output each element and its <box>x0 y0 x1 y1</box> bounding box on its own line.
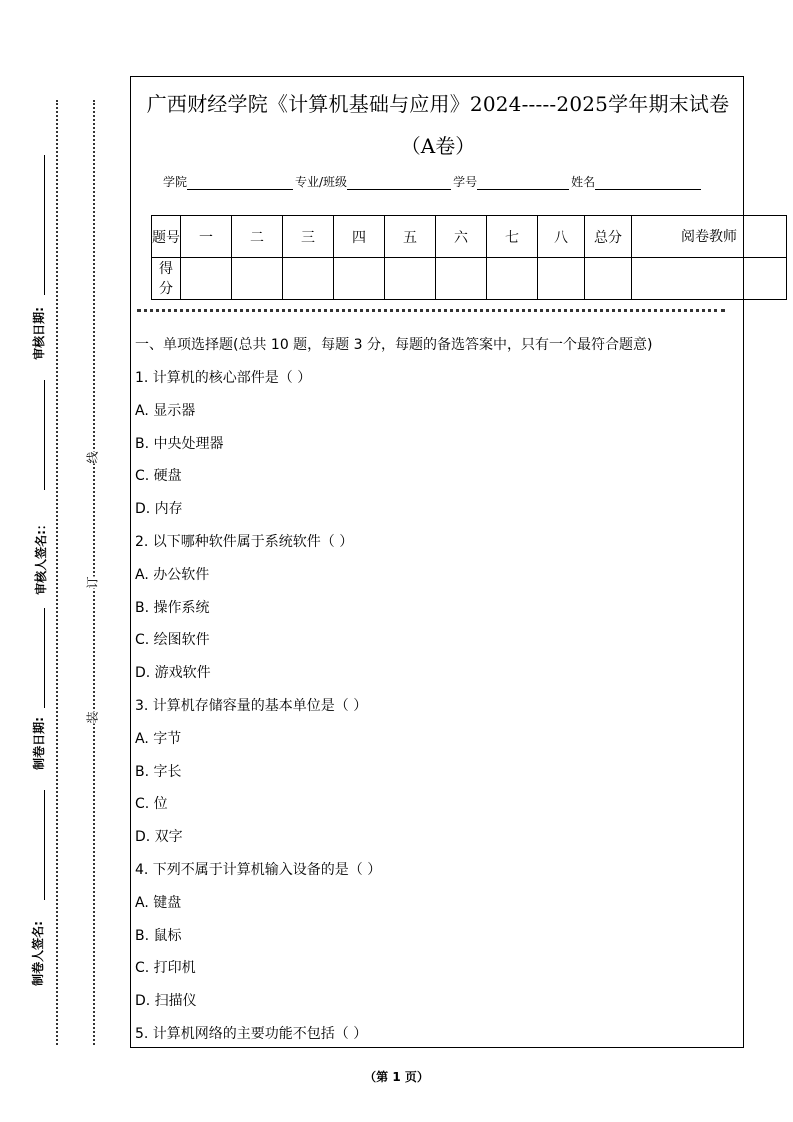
option-line: C. 硬盘 <box>135 468 182 484</box>
exam-subtitle: （A卷） <box>400 134 476 158</box>
option-line: D. 内存 <box>135 501 183 517</box>
question-line: 2. 以下哪种软件属于系统软件（ ） <box>135 534 354 550</box>
score-cell[interactable] <box>334 258 385 300</box>
option-line: A. 字节 <box>135 731 182 747</box>
score-col-6: 六 <box>436 216 487 258</box>
major-blank[interactable] <box>347 177 451 190</box>
question-line: 1. 计算机的核心部件是（ ） <box>135 370 312 386</box>
score-col-1: 一 <box>181 216 232 258</box>
make-date-blank <box>44 608 45 708</box>
score-cell[interactable] <box>487 258 538 300</box>
score-cell[interactable] <box>436 258 487 300</box>
score-col-total: 总分 <box>585 216 632 258</box>
section-heading: 一、单项选择题(总共 10 题，每题 3 分，每题的备选答案中，只有一个最符合题意) <box>135 337 653 353</box>
student-id-blank[interactable] <box>477 177 569 190</box>
score-col-grader: 阅卷教师 <box>632 216 787 258</box>
option-line: B. 字长 <box>135 764 182 780</box>
option-line: A. 键盘 <box>135 895 182 911</box>
name-label: 姓名 <box>571 175 596 189</box>
option-line: B. 中央处理器 <box>135 436 224 452</box>
option-line: D. 游戏软件 <box>135 665 211 681</box>
option-line: C. 位 <box>135 796 168 812</box>
make-date-label: 制卷日期: <box>31 717 46 770</box>
question-line: 5. 计算机网络的主要功能不包括（ ） <box>135 1026 368 1042</box>
reviewer-sign-label: 审核人签名:： <box>33 518 48 595</box>
score-cell[interactable] <box>385 258 436 300</box>
score-table <box>151 215 787 300</box>
binding-dotted-line-inner <box>93 100 95 1045</box>
score-table-row-label: 得分 <box>152 258 181 300</box>
option-line: D. 扫描仪 <box>135 993 197 1009</box>
option-line: B. 操作系统 <box>135 600 210 616</box>
score-col-2: 二 <box>232 216 283 258</box>
name-blank[interactable] <box>595 177 701 190</box>
college-label: 学院 <box>163 175 188 189</box>
binding-mark-line: 线 <box>82 451 103 463</box>
review-date-label: 审核日期: <box>31 307 46 360</box>
score-cell[interactable] <box>538 258 585 300</box>
review-date-blank <box>44 155 45 295</box>
student-info-row <box>163 173 703 190</box>
section-separator <box>137 309 725 312</box>
score-cell[interactable] <box>585 258 632 300</box>
reviewer-sign-blank <box>44 380 45 490</box>
score-cell[interactable] <box>632 258 787 300</box>
option-line: C. 绘图软件 <box>135 632 210 648</box>
score-cell[interactable] <box>181 258 232 300</box>
exam-title: 广西财经学院《计算机基础与应用》2024-----2025学年期末试卷 <box>146 92 730 116</box>
binding-mark-bind: 订 <box>82 576 103 588</box>
major-label: 专业/班级 <box>295 175 348 189</box>
score-cell[interactable] <box>232 258 283 300</box>
question-line: 3. 计算机存储容量的基本单位是（ ） <box>135 698 368 714</box>
question-line: 4. 下列不属于计算机输入设备的是（ ） <box>135 862 382 878</box>
binding-mark-fold: 装 <box>82 711 103 723</box>
option-line: A. 办公软件 <box>135 567 210 583</box>
option-line: D. 双字 <box>135 829 183 845</box>
score-col-5: 五 <box>385 216 436 258</box>
score-cell[interactable] <box>283 258 334 300</box>
score-col-8: 八 <box>538 216 585 258</box>
option-line: B. 鼠标 <box>135 928 182 944</box>
maker-sign-label: 制卷人签名: <box>30 921 45 986</box>
score-table-header-label: 题号 <box>152 216 181 258</box>
score-col-4: 四 <box>334 216 385 258</box>
college-blank[interactable] <box>187 177 293 190</box>
score-col-7: 七 <box>487 216 538 258</box>
option-line: A. 显示器 <box>135 403 196 419</box>
student-id-label: 学号 <box>453 175 478 189</box>
page-number: （第 1 页） <box>364 1070 429 1084</box>
binding-dotted-line-outer <box>56 100 58 1045</box>
maker-sign-blank <box>44 790 45 900</box>
score-col-3: 三 <box>283 216 334 258</box>
option-line: C. 打印机 <box>135 960 196 976</box>
